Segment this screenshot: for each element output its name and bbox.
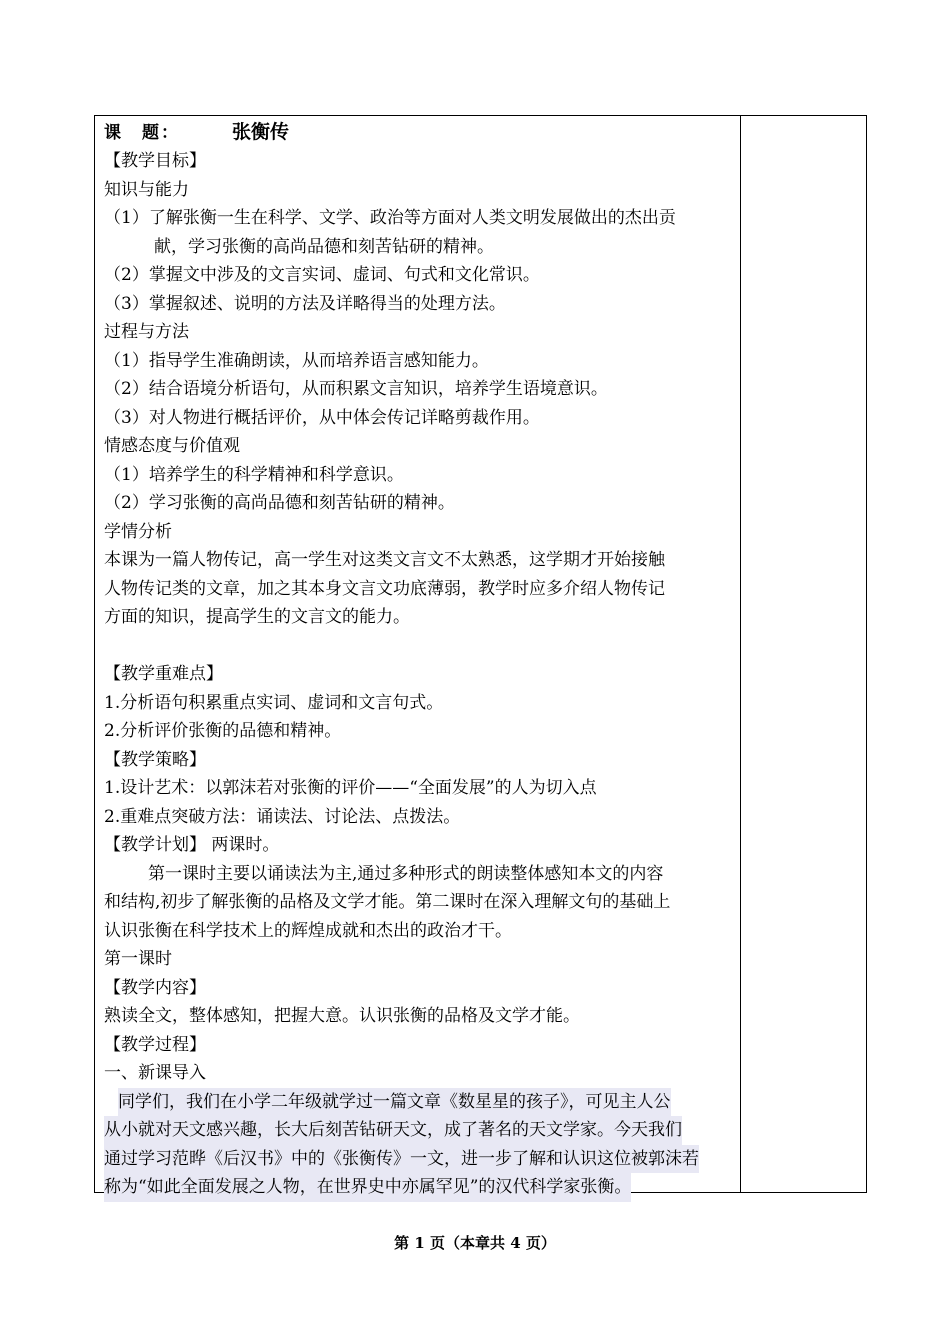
subheading: 过程与方法 — [104, 322, 189, 342]
text-line: （1）指导学生准确朗读，从而培养语言感知能力。 — [104, 350, 489, 371]
subheading: 学情分析 — [104, 521, 172, 542]
section-heading: 【教学过程】 — [104, 1034, 206, 1055]
subheading: 第一课时 — [104, 949, 172, 969]
highlighted-text-line — [104, 1116, 736, 1145]
text-line: （2）掌握文中涉及的文言实词、虚词、句式和文化常识。 — [104, 265, 540, 285]
blank-line — [104, 632, 736, 661]
highlight: 从小就对天文感兴趣，长大后刻苦钻研天文，成了著名的天文学家。今天我们 — [104, 1116, 682, 1145]
text-line: 认识张衡在科学技术上的辉煌成就和杰出的政治才干。 — [104, 920, 512, 941]
text-line: 2.重难点突破方法：诵读法、讨论法、点拨法。 — [104, 806, 461, 827]
text-line: 和结构,初步了解张衡的品格及文学才能。第二课时在深入理解文句的基础上 — [104, 892, 671, 912]
lesson-title-label: 课 题： — [104, 123, 180, 143]
text-line: 本课为一篇人物传记，高一学生对这类文言文不太熟悉，这学期才开始接触 — [104, 550, 665, 570]
text-line: 方面的知识，提高学生的文言文的能力。 — [104, 607, 410, 627]
text-line: （3）对人物进行概括评价，从中体会传记详略剪裁作用。 — [104, 407, 540, 428]
lesson-title-row — [104, 118, 736, 147]
table-column-divider — [740, 115, 741, 1193]
section-heading: 【教学策略】 — [104, 749, 206, 770]
text-line: 1.分析语句积累重点实词、虚词和文言句式。 — [104, 692, 444, 713]
text-line: （1）培养学生的科学精神和科学意识。 — [104, 464, 404, 485]
text-line: 人物传记类的文章，加之其本身文言文功底薄弱，教学时应多介绍人物传记 — [104, 578, 665, 599]
subheading: 情感态度与价值观 — [104, 436, 240, 456]
highlighted-text-line — [104, 1173, 736, 1202]
text-line: （3）掌握叙述、说明的方法及详略得当的处理方法。 — [104, 293, 506, 314]
text-line: 2.分析评价张衡的品德和精神。 — [104, 721, 342, 741]
page-footer: 第 1 页（本章共 4 页） — [394, 1234, 556, 1252]
highlight: 称为“如此全面发展之人物，在世界史中亦属罕见”的汉代科学家张衡。 — [104, 1173, 631, 1202]
highlighted-text-line — [104, 1145, 736, 1174]
text-line: 1.设计艺术：以郭沫若对张衡的评价——“全面发展”的人为切入点 — [104, 778, 597, 798]
highlight: 同学们，我们在小学二年级就学过一篇文章《数星星的孩子》，可见主人公 — [118, 1088, 671, 1117]
subheading: 一、新课导入 — [104, 1063, 206, 1083]
section-heading: 【教学目标】 — [104, 151, 206, 171]
text-line: 熟读全文，整体感知，把握大意。认识张衡的品格及文学才能。 — [104, 1006, 580, 1026]
text-line: 第一课时主要以诵读法为主,通过多种形式的朗读整体感知本文的内容 — [148, 863, 664, 884]
section-heading: 【教学计划】 两课时。 — [104, 835, 280, 855]
section-heading: 【教学重难点】 — [104, 664, 223, 684]
text-line: （2）结合语境分析语句，从而积累文言知识，培养学生语境意识。 — [104, 379, 608, 399]
section-heading: 【教学内容】 — [104, 977, 206, 998]
highlight: 通过学习范晔《后汉书》中的《张衡传》一文，进一步了解和认识这位被郭沫若 — [104, 1145, 699, 1174]
text-line: （1）了解张衡一生在科学、文学、政治等方面对人类文明发展做出的杰出贡 — [104, 208, 676, 228]
text-line: （2）学习张衡的高尚品德和刻苦钻研的精神。 — [104, 493, 455, 513]
subheading: 知识与能力 — [104, 179, 189, 200]
lesson-title-value: 张衡传 — [232, 121, 290, 143]
highlighted-text-line — [104, 1088, 736, 1117]
text-line: 献，学习张衡的高尚品德和刻苦钻研的精神。 — [154, 236, 494, 257]
lesson-plan-content — [104, 118, 736, 1202]
